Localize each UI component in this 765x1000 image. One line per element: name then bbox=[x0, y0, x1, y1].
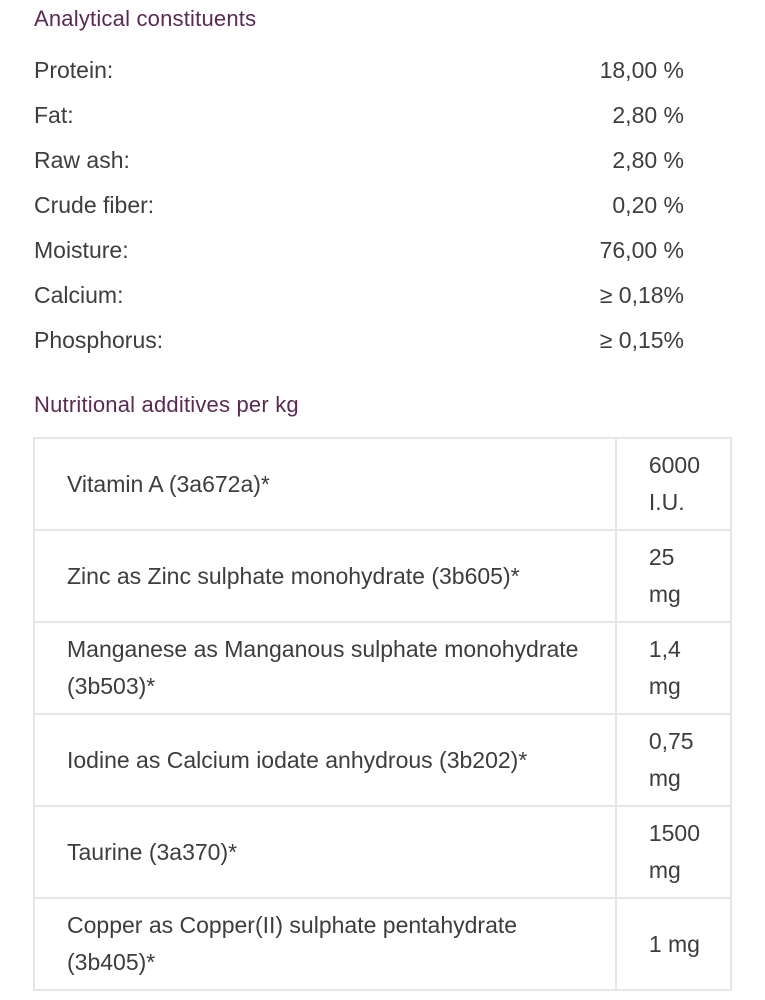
table-row bbox=[34, 622, 731, 714]
additive-amount: 0,75 mg bbox=[616, 714, 731, 806]
constituent-label: Raw ash: bbox=[34, 147, 130, 173]
additive-name: Vitamin A (3a672a)* bbox=[34, 438, 616, 530]
additive-amount: 1 mg bbox=[616, 898, 731, 990]
table-row bbox=[34, 714, 731, 806]
constituent-value: 18,00 % bbox=[599, 57, 684, 83]
constituent-value: ≥ 0,18% bbox=[599, 282, 684, 308]
constituent-value: 76,00 % bbox=[599, 237, 684, 263]
constituent-label: Phosphorus: bbox=[34, 327, 164, 353]
additive-name: Zinc as Zinc sulphate monohydrate (3b605)* bbox=[34, 530, 616, 622]
table-row bbox=[34, 530, 731, 622]
constituent-row bbox=[34, 318, 684, 363]
additive-amount: 25 mg bbox=[616, 530, 731, 622]
table-row bbox=[34, 806, 731, 898]
analytical-constituents-list bbox=[34, 48, 684, 363]
constituent-label: Calcium: bbox=[34, 282, 124, 308]
constituent-row bbox=[34, 183, 684, 228]
constituent-label: Moisture: bbox=[34, 237, 129, 263]
additive-name: Manganese as Manganous sulphate monohydrate (3b503)* bbox=[34, 622, 616, 714]
constituent-row bbox=[34, 228, 684, 273]
additive-amount: 6000 I.U. bbox=[616, 438, 731, 530]
constituent-row bbox=[34, 273, 684, 318]
additive-amount: 1,4 mg bbox=[616, 622, 731, 714]
constituent-value: 2,80 % bbox=[612, 102, 684, 128]
table-row bbox=[34, 898, 731, 990]
constituent-label: Fat: bbox=[34, 102, 74, 128]
nutritional-additives-heading: Nutritional additives per kg bbox=[34, 392, 299, 417]
constituent-row bbox=[34, 93, 684, 138]
additive-name: Iodine as Calcium iodate anhydrous (3b202)* bbox=[34, 714, 616, 806]
additive-name: Taurine (3a370)* bbox=[34, 806, 616, 898]
analytical-constituents-heading: Analytical constituents bbox=[34, 6, 257, 31]
constituent-row bbox=[34, 138, 684, 183]
constituent-label: Protein: bbox=[34, 57, 114, 83]
constituent-value: ≥ 0,15% bbox=[599, 327, 684, 353]
table-row bbox=[34, 438, 731, 530]
constituent-value: 0,20 % bbox=[612, 192, 684, 218]
additive-amount: 1500 mg bbox=[616, 806, 731, 898]
additives-table bbox=[33, 437, 732, 991]
constituent-row bbox=[34, 48, 684, 93]
additive-name: Copper as Copper(II) sulphate pentahydrate (3b405)* bbox=[34, 898, 616, 990]
constituent-label: Crude fiber: bbox=[34, 192, 155, 218]
constituent-value: 2,80 % bbox=[612, 147, 684, 173]
